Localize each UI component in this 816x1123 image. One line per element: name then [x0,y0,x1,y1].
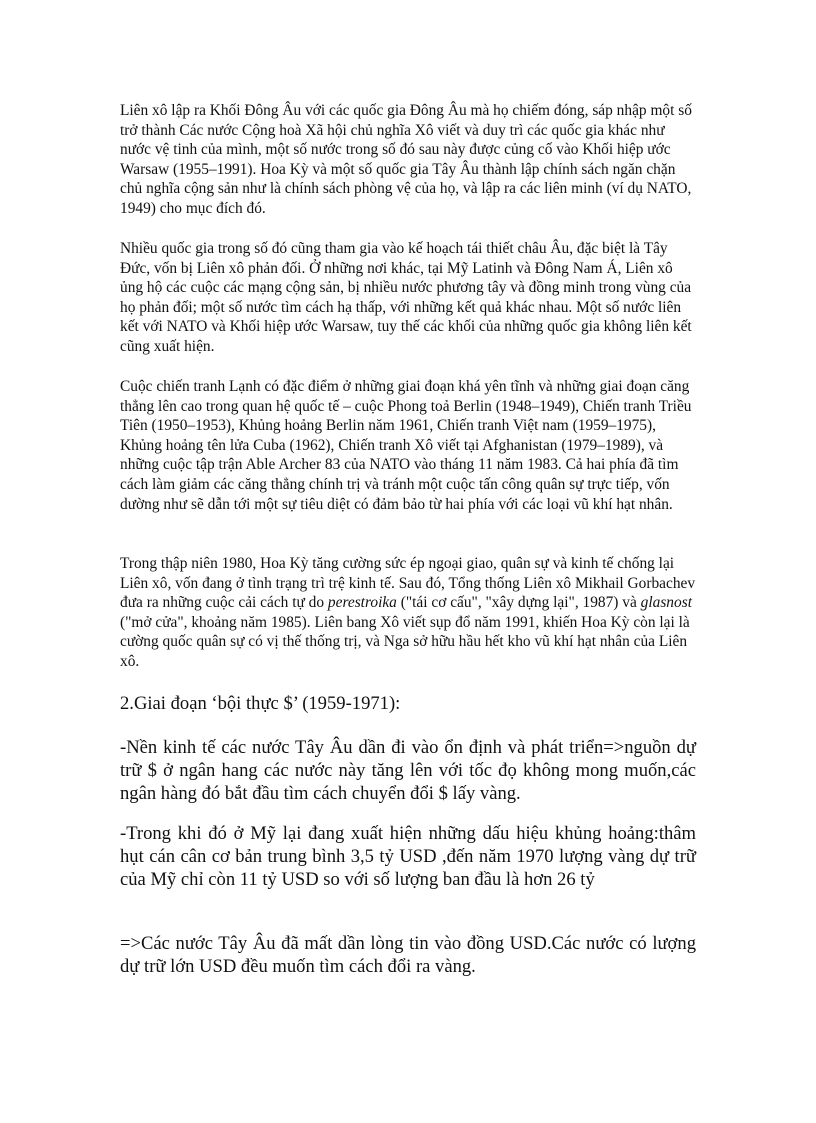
paragraph-1980s-part2: ("tái cơ cấu", "xây dựng lại", 1987) và [396,594,641,612]
paragraph-reconstruction: Nhiều quốc gia trong số đó cũng tham gia vào kế hoạch tái thiết châu Âu, đặc biệt là Tây Đức, vốn bị Liên xô phản đối. Ở những nơi khác, tại Mỹ Latinh và Đông Nam Á, Liên xô ủng hộ các cuộc các mạng cộng sản, bị nhiều nước phương tây và đồng minh trong vùng của họ phản đối; một số nước tìm cách hạ thấp, với những kết quả khác nhau. Một số nước liên kết với NATO và Khối hiệp ước Warsaw, tuy thế các khối của những quốc gia không liên kết cũng xuất hiện. [120,240,692,355]
term-glasnost: glasnost [640,594,692,612]
paragraph-1980s-part3: ("mở cửa", khoảng năm 1985). Liên bang Xô viết sụp đổ năm 1991, khiến Hoa Kỳ còn lại là cường quốc quân sự có vị thế thống trị, và Nga sở hữu hầu hết kho vũ khí hạt nhân của Liên xô. [120,613,690,670]
paragraph-eastern-bloc: Liên xô lập ra Khối Đông Âu với các quốc gia Đông Âu mà họ chiếm đóng, sáp nhập một số trở thành Các nước Cộng hoà Xã hội chủ nghĩa Xô viết và duy trì các quốc gia khác như nước vệ tinh của mình, một số nước trong số đó sau này được củng cố vào Khối hiệp ước Warsaw (1955–1991). Hoa Kỳ và một số quốc gia Tây Âu thành lập chính sách ngăn chặn chủ nghĩa cộng sản như là chính sách phòng vệ của họ, và lập ra các liên minh (ví dụ NATO, 1949) cho mục đích đó. [120,102,692,217]
paragraph-1980s-part1: Trong thập niên 1980, Hoa Kỳ tăng cường sức ép ngoại giao, quân sự và kinh tế chống lại Liên xô, vốn đang ở tình trạng trì trệ kinh tế. Sau đó, Tổng thống Liên xô Mikhail Gorbachev đưa ra những cuộc cải cách tự do [120,555,696,612]
section-heading: 2.Giai đoạn ‘bội thực $’ (1959-1971): [120,693,401,714]
paragraph-cold-war-phases: Cuộc chiến tranh Lạnh có đặc điểm ở những giai đoạn khá yên tĩnh và những giai đoạn căng thẳng lên cao trong quan hệ quốc tế – cuộc Phong toả Berlin (1948–1949), Chiến tranh Triều Tiên (1950–1953), Khủng hoảng Berlin năm 1961, Chiến tranh Việt nam (1959–1975), Khủng hoảng tên lửa Cuba (1962), Chiến tranh Xô viết tại Afghanistan (1979–1989), và những cuộc tập trận Able Archer 83 của NATO vào tháng 11 năm 1983. Cả hai phía đã tìm cách làm giảm các căng thẳng chính trị và tránh một cuộc tấn công quân sự trực tiếp, vốn dường như sẽ dẫn tới một sự tiêu diệt có đảm bảo từ hai phía với các loại vũ khí hạt nhân. [120,378,692,513]
point-us-crisis: -Trong khi đó ở Mỹ lại đang xuất hiện những dấu hiệu khủng hoảng:thâm hụt cán cân cơ bản trung bình 3,5 tỷ USD ,đến năm 1970 lượng vàng dự trữ của Mỹ chỉ còn 11 tỷ USD so với số lượng ban đầu là hơn 26 tỷ [120,823,696,890]
point-conclusion: =>Các nước Tây Âu đã mất dần lòng tin vào đồng USD.Các nước có lượng dự trữ lớn USD đều muốn tìm cách đổi ra vàng. [120,933,696,977]
paragraph-1980s [120,554,698,672]
point-western-europe: -Nền kinh tế các nước Tây Âu dần đi vào ổn định và phát triển=>nguồn dự trữ $ ở ngân hang các nước này tăng lên với tốc đọ không mong muốn,các ngân hàng đó bắt đầu tìm cách chuyển đổi $ lấy vàng. [120,737,696,804]
term-perestroika: perestroika [327,594,397,612]
